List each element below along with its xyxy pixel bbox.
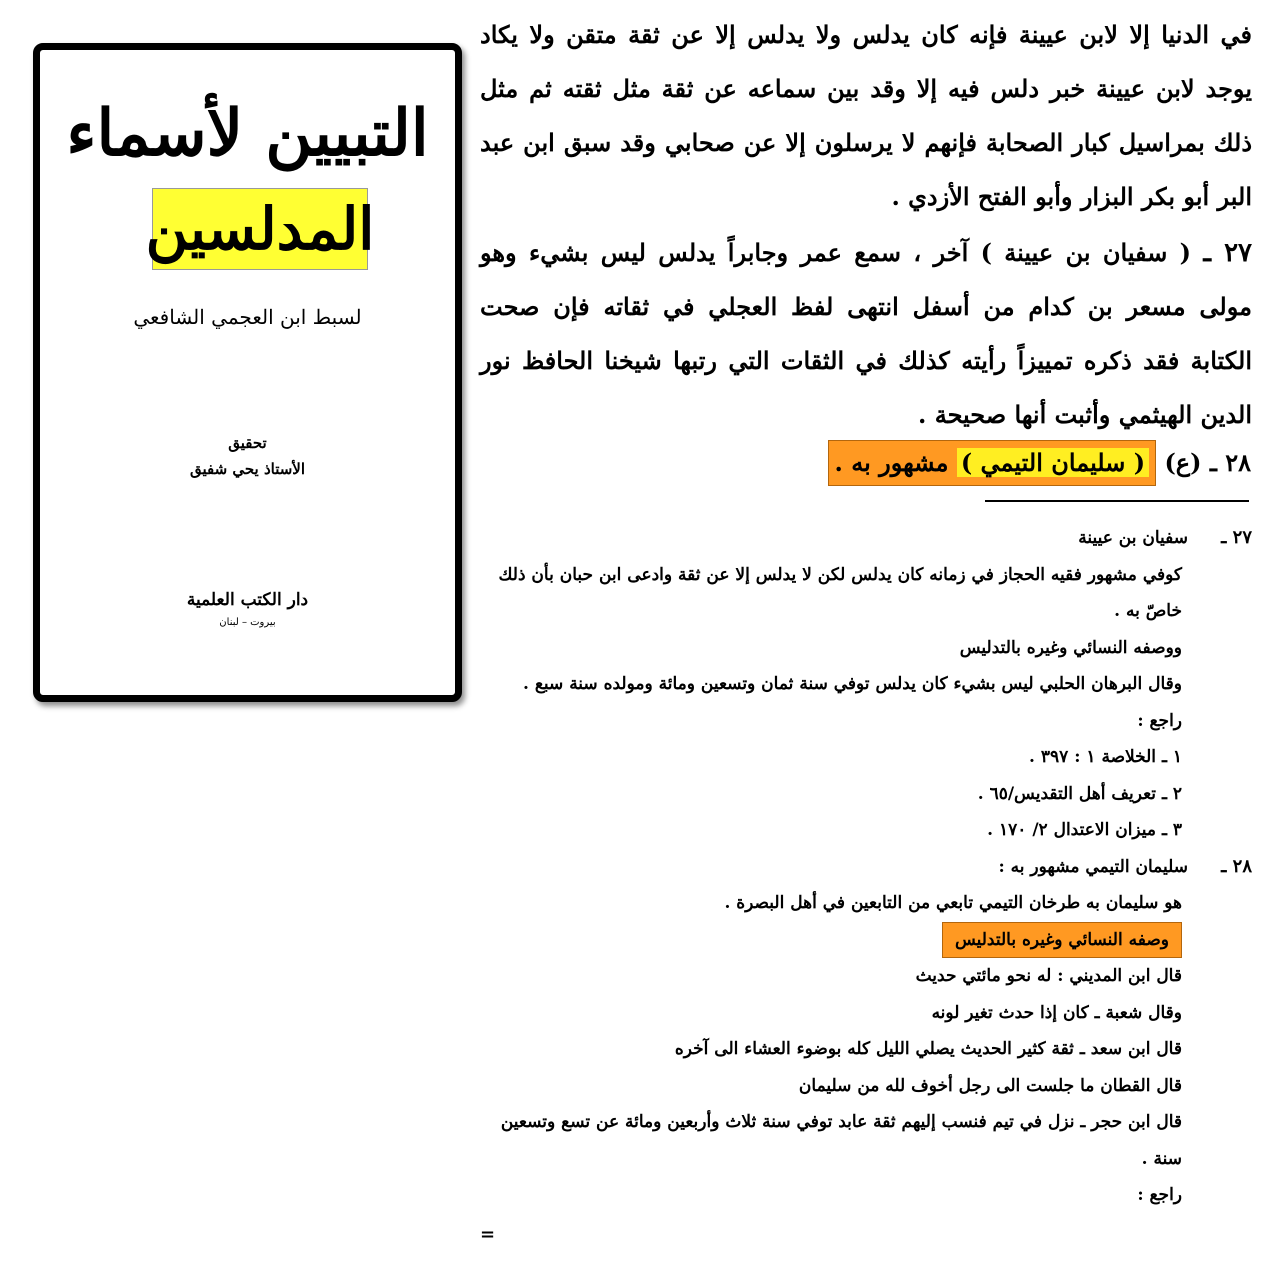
note27-line1: كوفي مشهور فقيه الحجاز في زمانه كان يدلس لكن لا يدلس إلا عن ثقة وادعى ابن حبان بأن ذلك خاصّ به . — [498, 564, 1182, 621]
entry28-heading — [828, 436, 1251, 490]
cover-title-line1: التبيين لأسماء — [66, 96, 429, 171]
entry28-name: ( سليمان التيمي ) — [957, 448, 1149, 477]
note27-heading — [480, 520, 1252, 557]
note28-line1: هو سليمان به طرخان التيمي تابعي من التابعين في أهل البصرة . — [724, 893, 1182, 913]
note28-line4: وقال شعبة ـ كان إذا حدث تغير لونه — [931, 1002, 1182, 1023]
note27-line3: وقال البرهان الحلبي ليس بشيء كان يدلس توفي سنة ثمان وتسعين ومائة ومولده سنة سبع . — [523, 674, 1182, 694]
entry28-tail: مشهور به . — [834, 448, 949, 477]
note27-ref3: ٣ ـ ميزان الاعتدال ٢/ ١٧٠ . — [987, 820, 1182, 840]
cover-place: بيروت – لبنان — [219, 617, 276, 628]
entry28-highlight — [828, 440, 1157, 486]
note27-ref-label: راجع : — [1137, 710, 1182, 731]
cover-title-highlight — [145, 188, 375, 270]
note28-line2-row — [480, 922, 1252, 959]
footnotes — [480, 520, 1252, 1214]
main-text — [480, 8, 1252, 442]
note27-number: ٢٧ ـ — [1221, 527, 1252, 548]
main-paragraph-1: في الدنيا إلا لابن عيينة فإنه كان يدلس ولا يدلس إلا عن ثقة متقن ولا يكاد يوجد لابن عيينة خبر دلس فيه إلا وقد بين سماعه عن ثقة مثل ثقته ثم مثل ذلك بمراسيل كبار الصحابة فإنهم لا يرسلون إلا عن صحابي وقد سبق ابن عبد البر أبو بكر البزار وأبو الفتح الأزدي . — [480, 20, 1253, 211]
note28-line2: وصفه النسائي وغيره بالتدليس — [942, 922, 1182, 958]
note27-title: سفيان بن عيينة — [1078, 528, 1188, 548]
cover-author: لسبط ابن العجمي الشافعي — [133, 305, 362, 329]
entry28-sign: (ع) — [1164, 448, 1202, 477]
entry27-text: ( سفيان بن عيينة ) آخر ، سمع عمر وجابراً يدلس ليس بشيء وهو مولى مسعر بن كدام من أسفل انتهى لفظ العجلي في ثقاته فإن صحت الكتابة فقد ذكره تمييزاً رأيته كذلك في الثقات التي رتبها شيخنا الحافظ نور الدين الهيثمي وأثبت أنها صحيحة . — [480, 238, 1252, 429]
main-paragraph-entry27 — [480, 226, 1252, 442]
entry28-number: ٢٨ ـ — [1209, 448, 1251, 477]
note28-line6: قال القطان ما جلست الى رجل أخوف لله من سليمان — [798, 1075, 1182, 1096]
cover-publisher: دار الكتب العلمية — [186, 590, 309, 610]
cover-title-line2: المدلسين — [145, 195, 375, 263]
cover-editor: الأستاذ يحي شفيق — [189, 460, 306, 478]
footnote-separator — [985, 500, 1249, 502]
note28-number: ٢٨ ـ — [1221, 855, 1252, 877]
note28-line5: قال ابن سعد ـ ثقة كثير الحديث يصلي الليل كله بوضوء العشاء الى آخره — [674, 1039, 1182, 1059]
book-cover — [33, 43, 462, 702]
note28-line3: قال ابن المديني : له نحو مائتي حديث — [915, 966, 1182, 986]
note28-ref-label: راجع : — [1137, 1185, 1182, 1205]
cover-tahqiq-label: تحقيق — [228, 434, 267, 452]
note28-line7: قال ابن حجر ـ نزل في تيم فنسب إليهم ثقة عابد توفي سنة ثلاث وأربعين ومائة عن تسع وتسعين سنة . — [500, 1112, 1182, 1169]
note28-heading — [480, 849, 1252, 886]
note27-line2: ووصفه النسائي وغيره بالتدليس — [959, 637, 1182, 658]
equals-mark: = — [480, 1224, 496, 1245]
entry27-number: ٢٧ ـ — [1203, 238, 1252, 268]
note27-ref2: ٢ ـ تعريف أهل التقديس/٦٥ . — [977, 783, 1182, 804]
note28-title: سليمان التيمي مشهور به : — [998, 856, 1188, 877]
note27-ref1: ١ ـ الخلاصة ١ : ٣٩٧ . — [1029, 747, 1182, 767]
